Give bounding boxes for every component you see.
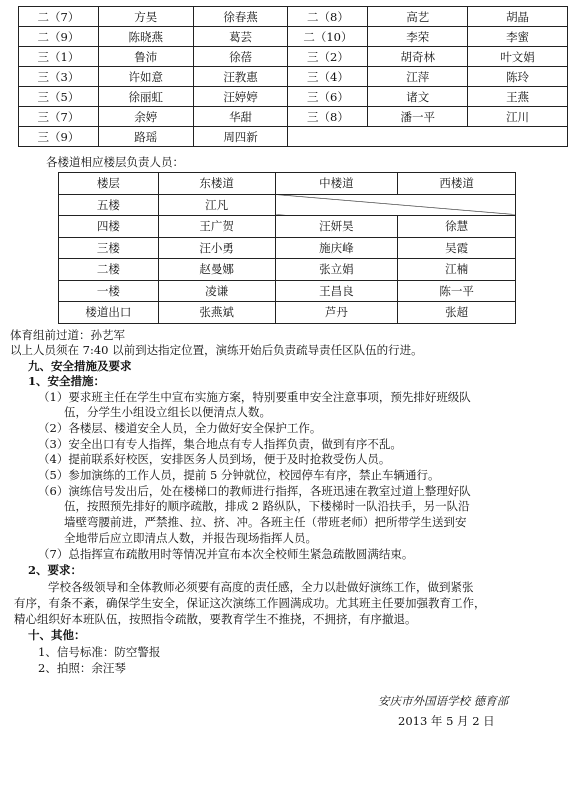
text-line-measure-1: （1）要求班主任在学生中宣布实施方案，特别要重申安全注意事项，预先排好班级队 <box>38 390 471 404</box>
class-table-cell: 二（10） <box>288 27 368 47</box>
class-table-cell: 葛芸 <box>193 27 288 47</box>
class-table-cell: 路瑶 <box>98 127 193 147</box>
text-line-measure-4: （4）提前联系好校医，安排医务人员到场，便于及时抢救受伤人员。 <box>38 452 391 466</box>
header-cell: 西楼道 <box>398 173 516 195</box>
text-line-measure-6-cont1: 伍，按照预先排好的顺序疏散，排成 2 路纵队，下楼梯时一队沿扶手，另一队沿 <box>64 499 470 513</box>
class-table-row <box>19 67 568 87</box>
text-line-photography: 2、拍照：余汪琴 <box>38 661 126 675</box>
floor-table-cell: 楼道出口 <box>59 302 159 324</box>
floor-table-row <box>59 194 516 216</box>
class-table-cell: 周四新 <box>193 127 288 147</box>
class-table-cell: 方昊 <box>98 7 193 27</box>
floor-table-cell: 汪妍昊 <box>275 216 398 238</box>
text-line-measure-6-cont3: 全地带后应立即清点人数，并报告现场指挥人员。 <box>64 531 317 545</box>
class-table-cell: 二（9） <box>19 27 99 47</box>
class-table-cell: 胡晶 <box>468 7 568 27</box>
text-line-signal: 1、信号标准：防空警报 <box>38 645 161 659</box>
floor-table-row <box>59 302 516 324</box>
class-table-cell: 叶文娟 <box>468 47 568 67</box>
signature-date: 2013 年 5 月 2 日 <box>398 714 495 728</box>
floor-table-cell: 一楼 <box>59 280 159 302</box>
floor-table-cell: 江楠 <box>398 259 516 281</box>
class-table-cell: 诸文 <box>368 87 468 107</box>
header-cell: 东楼道 <box>158 173 275 195</box>
class-table-row <box>19 107 568 127</box>
text-line-measure-5: （5）参加演练的工作人员，提前 5 分钟就位，校园停车有序，禁止车辆通行。 <box>38 468 440 482</box>
floor-table-cell: 王广贺 <box>158 216 275 238</box>
class-table-cell: 汪教惠 <box>193 67 288 87</box>
class-table-row <box>19 47 568 67</box>
section-heading-nine: 九、安全措施及要求 <box>28 359 132 373</box>
class-table-cell: 许如意 <box>98 67 193 87</box>
floor-table-cell: 吴霞 <box>398 237 516 259</box>
class-table-cell: 高艺 <box>368 7 468 27</box>
class-table-cell: 三（1） <box>19 47 99 67</box>
class-table-row <box>19 27 568 47</box>
class-table-cell: 徐春燕 <box>193 7 288 27</box>
floor-table-row <box>59 216 516 238</box>
floor-table-cell: 汪小勇 <box>158 237 275 259</box>
signature-organization: 安庆市外国语学校 德育部 <box>378 694 509 708</box>
text-line-requirements-1: 学校各级领导和全体教师必须要有高度的责任感，全力以赴做好演练工作，做到紧张 <box>48 580 474 594</box>
class-table-cell: 江川 <box>468 107 568 127</box>
class-table-cell: 徐蓓 <box>193 47 288 67</box>
text-line-measure-7: （7）总指挥宣布疏散用时等情况并宣布本次全校师生紧急疏散圆满结束。 <box>38 547 414 561</box>
header-cell: 中楼道 <box>275 173 398 195</box>
floor-table-row <box>59 259 516 281</box>
text-line-arrival: 以上人员须在 7:40 以前到达指定位置，演练开始后负责疏导责任区队伍的行进。 <box>10 343 423 357</box>
text-line-requirements-2: 有序，有条不紊，确保学生安全，保证这次演练工作圆满成功。尤其班主任要加强教育工作， <box>14 596 486 610</box>
class-table-cell: 二（7） <box>19 7 99 27</box>
text-line-measure-6-cont2: 墙壁弯腰前进，严禁推、拉、挤、冲。各班主任（带班老师）把所带学生送到安 <box>64 515 467 529</box>
class-table-row <box>19 7 568 27</box>
floor-table-row <box>59 280 516 302</box>
floor-table-cell: 江凡 <box>158 194 275 216</box>
floor-table-header <box>59 173 516 195</box>
floor-table-cell: 施庆峰 <box>275 237 398 259</box>
class-table-cell: 三（3） <box>19 67 99 87</box>
class-table-cell: 鲁沛 <box>98 47 193 67</box>
floor-table-cell: 张立娟 <box>275 259 398 281</box>
class-responsibility-table <box>18 6 568 147</box>
floor-intro: 各楼道相应楼层负责人员： <box>46 155 184 169</box>
floor-table-cell: 张超 <box>398 302 516 324</box>
class-table-cell: 李荣 <box>368 27 468 47</box>
class-table-cell: 三（7） <box>19 107 99 127</box>
floor-table-cell: 芦丹 <box>275 302 398 324</box>
class-table-cell: 王燕 <box>468 87 568 107</box>
class-table-cell: 李蜜 <box>468 27 568 47</box>
class-table-cell: 江萍 <box>368 67 468 87</box>
class-table-cell: 华甜 <box>193 107 288 127</box>
floor-table-cell: 五楼 <box>59 194 159 216</box>
floor-table-crossed-cell <box>275 194 515 216</box>
class-table-cell: 三（5） <box>19 87 99 107</box>
floor-table-cell: 徐慧 <box>398 216 516 238</box>
floor-table-cell: 二楼 <box>59 259 159 281</box>
class-table-cell: 三（9） <box>19 127 99 147</box>
floor-table-cell: 张燕斌 <box>158 302 275 324</box>
class-table-empty-cell <box>288 127 568 147</box>
floor-table-cell: 赵曼娜 <box>158 259 275 281</box>
class-table-cell: 三（2） <box>288 47 368 67</box>
floor-table-row <box>59 237 516 259</box>
class-table-cell: 陈晓燕 <box>98 27 193 47</box>
text-line-measure-2: （2）各楼层、楼道安全人员，全力做好安全保护工作。 <box>38 421 322 435</box>
floor-responsibility-table <box>58 172 516 324</box>
class-table-cell: 徐丽虹 <box>98 87 193 107</box>
class-table-cell: 余婷 <box>98 107 193 127</box>
floor-table-cell: 陈一平 <box>398 280 516 302</box>
text-line-measure-3: （3）安全出口有专人指挥，集合地点有专人指挥负责，做到有序不乱。 <box>38 437 402 451</box>
floor-table-cell: 王昌良 <box>275 280 398 302</box>
section-heading-ten: 十、其他： <box>28 628 86 642</box>
text-line-requirements-3: 精心组织好本班队伍，按照指令疏散，要教育学生不推挠，不拥挤，有序撤退。 <box>14 612 417 626</box>
class-table-cell: 三（6） <box>288 87 368 107</box>
subheading-safety-measures: 1、安全措施： <box>28 374 106 388</box>
class-table-row <box>19 87 568 107</box>
floor-table-cell: 三楼 <box>59 237 159 259</box>
floor-table-cell: 四楼 <box>59 216 159 238</box>
text-line-pe-corridor: 体育组前过道：孙艺军 <box>10 328 125 342</box>
class-table-cell: 陈玲 <box>468 67 568 87</box>
class-table-cell: 胡奇林 <box>368 47 468 67</box>
class-table-cell: 二（8） <box>288 7 368 27</box>
subheading-requirements: 2、要求： <box>28 563 83 577</box>
header-cell: 楼层 <box>59 173 159 195</box>
floor-table-cell: 凌谦 <box>158 280 275 302</box>
text-line-measure-6: （6）演练信号发出后，处在楼梯口的教师进行指挥，各班迅速在教室过道上整理好队 <box>38 484 471 498</box>
class-table-cell: 三（8） <box>288 107 368 127</box>
class-table-cell: 汪婷婷 <box>193 87 288 107</box>
text-line-measure-1-cont: 伍，分学生小组设立组长以便清点人数。 <box>64 405 271 419</box>
class-table-row <box>19 127 568 147</box>
class-table-cell: 潘一平 <box>368 107 468 127</box>
class-table-cell: 三（4） <box>288 67 368 87</box>
